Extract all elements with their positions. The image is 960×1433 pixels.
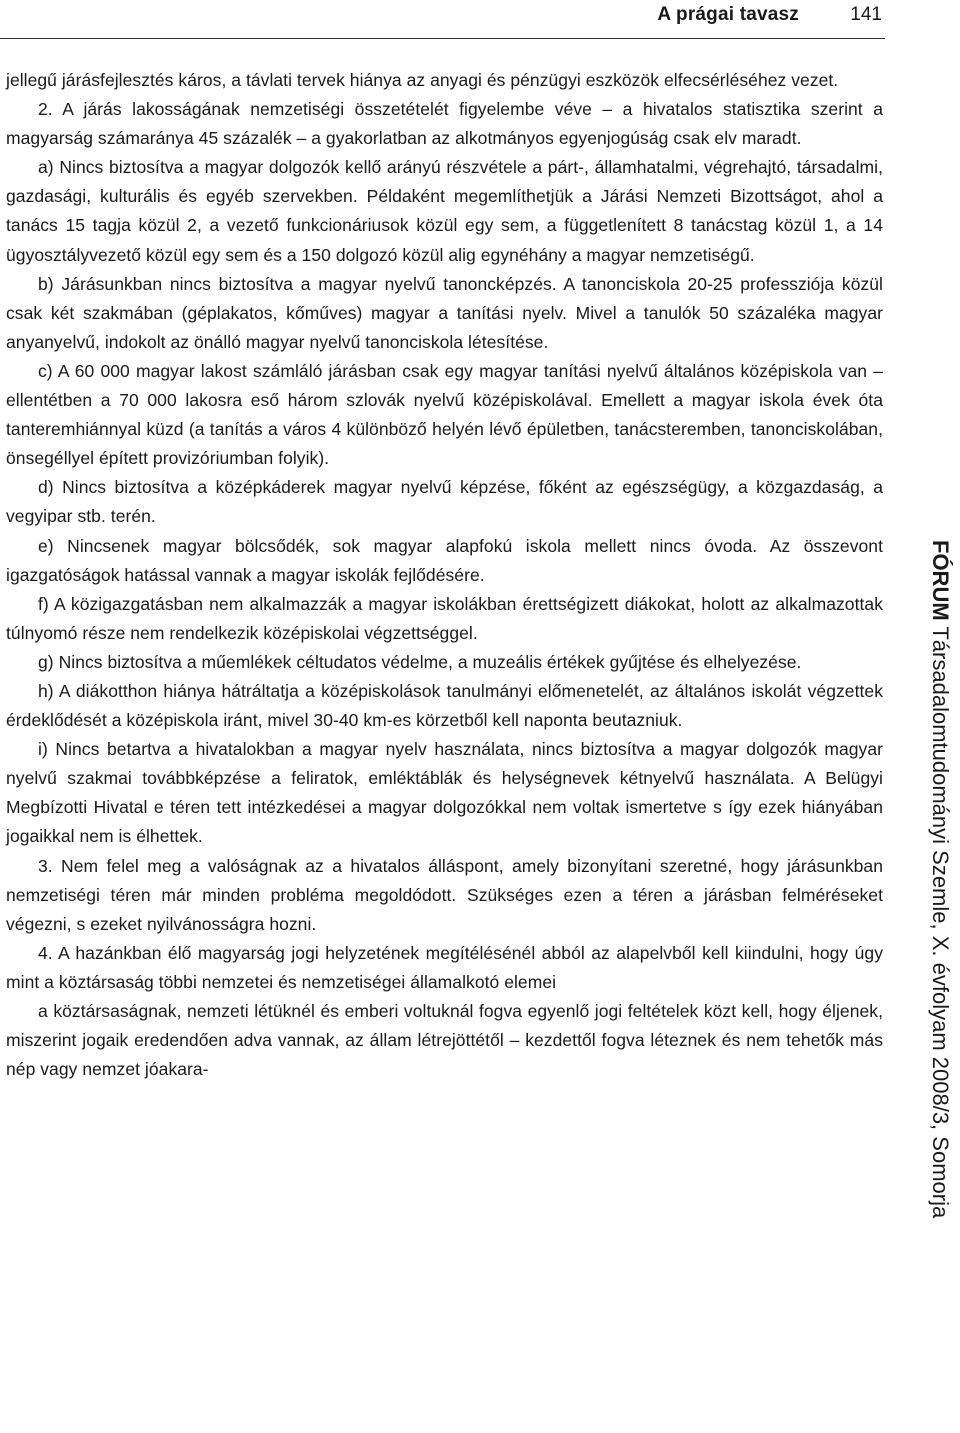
paragraph: h) A diákotthon hiánya hátráltatja a középiskolások tanulmányi előmenetelét, az általános iskolát végzettek érdeklődését a középiskola iránt, mivel 30-40 km-es körzetből kell naponta beutazniuk. bbox=[6, 680, 883, 731]
paragraph: a köztársaságnak, nemzeti létüknél és emberi voltuknál fogva egyenlő jogi feltételek közt kell, hogy éljenek, miszerint jogaik eredendően adva vannak, az állam létrejöttétől – kezdettől fogva léteznek és nem tehetők más nép vagy nemzet jóakara- bbox=[6, 1001, 883, 1080]
paragraph: a) Nincs biztosítva a magyar dolgozók kellő arányú részvétele a párt-, államhatalmi, végrehajtó, társadalmi, gazdasági, kulturális és egyéb szervekben. Példaként megemlíthetjük a Járási Nemzeti Bizottságot, ahol a tanács 15 tagja közül 2, a vezető funkcionáriusok közül egy sem, a függetlenített 8 tanácstag közül 1, a 14 ügyosztályvezető közül egy sem és a 150 dolgozó közül alig egynéhány a magyar nemzetiségű. bbox=[6, 157, 883, 265]
paragraph: g) Nincs biztosítva a műemlékek céltudatos védelme, a muzeális értékek gyűjtése és elhelyezése. bbox=[38, 651, 802, 672]
paragraph: c) A 60 000 magyar lakost számláló járásban csak egy magyar tanítási nyelvű általános középiskola van – ellentétben a 70 000 lakosra eső három szlovák nyelvű középiskolával. Emellett a magyar iskola évek óta tanteremhiánnyal küzd (a tanítás a város 4 különböző helyén lévő épületben, tanácsteremben, tanonciskolában, önsegéllyel épített provizóriumban folyik). bbox=[6, 360, 883, 469]
journal-brand: FÓRUM bbox=[928, 540, 953, 621]
paragraph: e) Nincsenek magyar bölcsődék, sok magyar alapfokú iskola mellett nincs óvoda. Az összevont igazgatóságok hatással vannak a magyar iskolák fejlődésére. bbox=[6, 535, 883, 585]
journal-citation: Társadalomtudományi Szemle, X. évfolyam 2008/3, Somorja bbox=[928, 620, 953, 1219]
running-title: A prágai tavasz bbox=[657, 4, 799, 25]
page-number: 141 bbox=[850, 4, 882, 25]
paragraph: d) Nincs biztosítva a középkáderek magyar nyelvű képzése, főként az egészségügy, a közgazdaság, a vegyipar stb. terén. bbox=[6, 477, 883, 527]
paragraph: 3. Nem felel meg a valóságnak az a hivatalos álláspont, amely bizonyítani szeretné, hogy járásunkban nemzetiségi téren már minden probléma megoldódott. Szükséges ezen a téren a járásban felméréseket végezni, s ezeket nyilvánosságra hozni. bbox=[6, 855, 883, 934]
paragraph: i) Nincs betartva a hivatalokban a magyar nyelv használata, nincs biztosítva a magyar dolgozók magyar nyelvű szakmai továbbképzése a feliratok, emléktáblák és helységnevek kétnyelvű használata. A Belügyi Megbízotti Hivatal e téren tett intézkedései a magyar dolgozókkal nem voltak ismertetve s így ezek hiányában jogaikkal nem is élhettek. bbox=[6, 739, 883, 847]
article-body bbox=[6, 66, 883, 1084]
journal-side-label bbox=[925, 540, 955, 1420]
paragraph: 4. A hazánkban élő magyarság jogi helyzetének megítélésénél abból az alapelvből kell kiindulni, hogy úgy mint a köztársaság többi nemzetei és nemzetiségei államalkotó elemei bbox=[6, 942, 883, 992]
running-header bbox=[0, 0, 885, 39]
paragraph: b) Járásunkban nincs biztosítva a magyar nyelvű tanoncképzés. A tanonciskola 20-25 professziója közül csak két szakmában (géplakatos, kőműves) magyar a tanítási nyelv. Mivel a tanulók 50 százaléka magyar anyanyelvű, indokolt az önálló magyar nyelvű tanonciskola létesítése. bbox=[6, 273, 883, 352]
paragraph: f) A közigazgatásban nem alkalmazzák a magyar iskolákban érettségizett diákokat, holott az alkalmazottak túlnyomó része nem rendelkezik középiskolai végzettséggel. bbox=[6, 593, 883, 643]
paragraph: 2. A járás lakosságának nemzetiségi összetételét figyelembe véve – a hivatalos statisztika szerint a magyarság számaránya 45 százalék – a gyakorlatban az alkotmányos egyenjogúság csak elv maradt. bbox=[6, 99, 883, 149]
paragraph: jellegű járásfejlesztés káros, a távlati tervek hiánya az anyagi és pénzügyi eszközök elfecsérléséhez vezet. bbox=[6, 70, 839, 90]
